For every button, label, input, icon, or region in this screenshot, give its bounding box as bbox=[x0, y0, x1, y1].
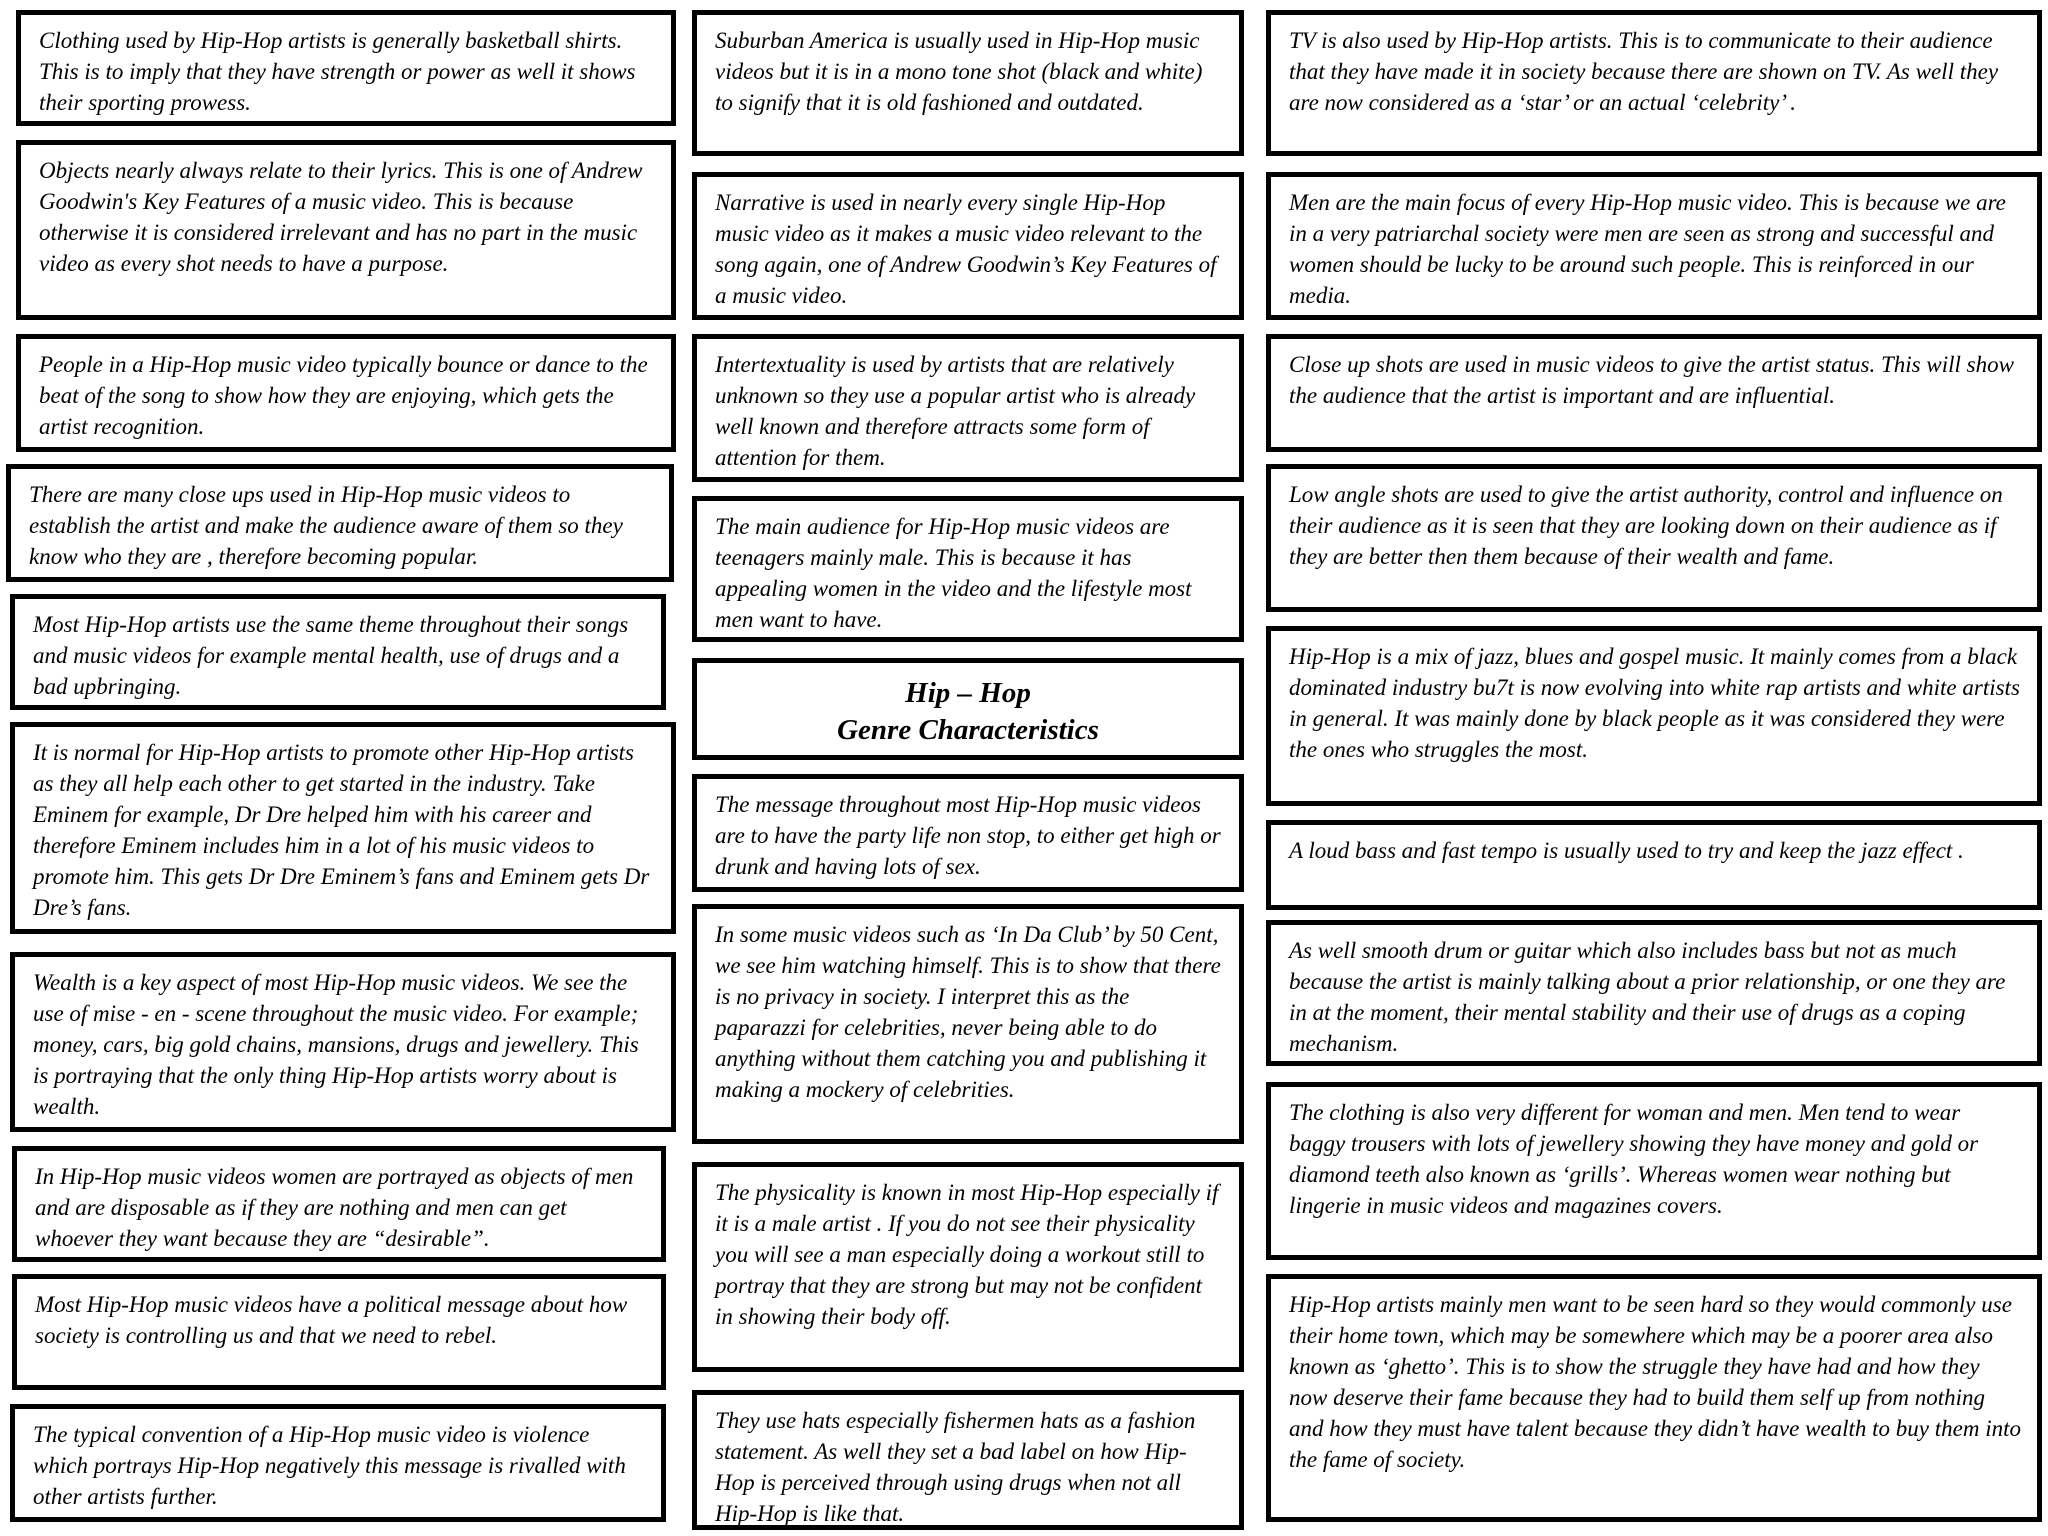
title-line-1: Hip – Hop bbox=[905, 677, 1031, 709]
card-middle-8: They use hats especially fishermen hats as a fashion statement. As well they set a bad label on how Hip-Hop is perceived through using drugs when not all Hip-Hop is like that. bbox=[692, 1390, 1244, 1530]
card-right-9: Hip-Hop artists mainly men want to be seen hard so they would commonly use their home town, which may be somewhere which may be a poorer area also known as ‘ghetto’. This is to show the struggle they have had and how they now deserve their fame because they had to build them self up from nothing and how they must have talent because they didn’t have wealth to buy them into the fame of society. bbox=[1266, 1274, 2042, 1522]
card-left-2: Objects nearly always relate to their lyrics. This is one of Andrew Goodwin's Key Features of a music video. This is because otherwise it is considered irrelevant and has no part in the music video as every shot needs to have a purpose. bbox=[16, 140, 676, 320]
card-left-10: The typical convention of a Hip-Hop music video is violence which portrays Hip-Hop negatively this message is rivalled with other artists further. bbox=[10, 1404, 666, 1522]
card-left-1: Clothing used by Hip-Hop artists is generally basketball shirts. This is to imply that they have strength or power as well it shows their sporting prowess. bbox=[16, 10, 676, 126]
page-title bbox=[692, 658, 1244, 760]
card-left-6: It is normal for Hip-Hop artists to promote other Hip-Hop artists as they all help each other to get started in the industry. Take Eminem for example, Dr Dre helped him with his career and therefore Eminem includes him in a lot of his music videos to promote him. This gets Dr Dre Eminem’s fans and Eminem gets Dr Dre’s fans. bbox=[10, 722, 676, 934]
card-right-4: Low angle shots are used to give the artist authority, control and influence on their audience as it is seen that they are looking down on their audience as if they are better then them because of their wealth and fame. bbox=[1266, 464, 2042, 612]
card-right-3: Close up shots are used in music videos to give the artist status. This will show the audience that the artist is important and are influential. bbox=[1266, 334, 2042, 452]
card-right-2: Men are the main focus of every Hip-Hop music video. This is because we are in a very patriarchal society were men are seen as strong and successful and women should be lucky to be around such people. This is reinforced in our media. bbox=[1266, 172, 2042, 320]
card-left-3: People in a Hip-Hop music video typically bounce or dance to the beat of the song to show how they are enjoying, which gets the artist recognition. bbox=[16, 334, 676, 452]
card-left-9: Most Hip-Hop music videos have a political message about how society is controlling us and that we need to rebel. bbox=[12, 1274, 666, 1390]
card-middle-4: The main audience for Hip-Hop music videos are teenagers mainly male. This is because it has appealing women in the video and the lifestyle most men want to have. bbox=[692, 496, 1244, 642]
card-right-7: As well smooth drum or guitar which also includes bass but not as much because the artist is mainly talking about a prior relationship, or one they are in at the moment, their mental stability and their use of drugs as a coping mechanism. bbox=[1266, 920, 2042, 1066]
card-middle-3: Intertextuality is used by artists that are relatively unknown so they use a popular artist who is already well known and therefore attracts some form of attention for them. bbox=[692, 334, 1244, 482]
card-right-8: The clothing is also very different for woman and men. Men tend to wear baggy trousers with lots of jewellery showing they have money and gold or diamond teeth also known as ‘grills’. Whereas women wear nothing but lingerie in music videos and magazines covers. bbox=[1266, 1082, 2042, 1260]
card-right-6: A loud bass and fast tempo is usually used to try and keep the jazz effect . bbox=[1266, 820, 2042, 910]
card-left-4: There are many close ups used in Hip-Hop music videos to establish the artist and make the audience aware of them so they know who they are , therefore becoming popular. bbox=[6, 464, 674, 582]
card-left-5: Most Hip-Hop artists use the same theme throughout their songs and music videos for example mental health, use of drugs and a bad upbringing. bbox=[10, 594, 666, 710]
card-middle-6: In some music videos such as ‘In Da Club’ by 50 Cent, we see him watching himself. This is to show that there is no privacy in society. I interpret this as the paparazzi for celebrities, never being able to do anything without them catching you and publishing it making a mockery of celebrities. bbox=[692, 904, 1244, 1144]
card-middle-2: Narrative is used in nearly every single Hip-Hop music video as it makes a music video relevant to the song again, one of Andrew Goodwin’s Key Features of a music video. bbox=[692, 172, 1244, 320]
title-line-2: Genre Characteristics bbox=[837, 714, 1099, 746]
card-middle-5: The message throughout most Hip-Hop music videos are to have the party life non stop, to either get high or drunk and having lots of sex. bbox=[692, 774, 1244, 892]
card-right-1: TV is also used by Hip-Hop artists. This is to communicate to their audience that they have made it in society because there are shown on TV. As well they are now considered as a ‘star’ or an actual ‘celebrity’ . bbox=[1266, 10, 2042, 156]
card-middle-7: The physicality is known in most Hip-Hop especially if it is a male artist . If you do not see their physicality you will see a man especially doing a workout still to portray that they are strong but may not be confident in showing their body off. bbox=[692, 1162, 1244, 1372]
card-left-7: Wealth is a key aspect of most Hip-Hop music videos. We see the use of mise - en - scene throughout the music video. For example; money, cars, big gold chains, mansions, drugs and jewellery. This is portraying that the only thing Hip-Hop artists worry about is wealth. bbox=[10, 952, 676, 1132]
card-right-5: Hip-Hop is a mix of jazz, blues and gospel music. It mainly comes from a black dominated industry bu7t is now evolving into white rap artists and white artists in general. It was mainly done by black people as it was considered they were the ones who struggles the most. bbox=[1266, 626, 2042, 806]
card-middle-1: Suburban America is usually used in Hip-Hop music videos but it is in a mono tone shot (black and white) to signify that it is old fashioned and outdated. bbox=[692, 10, 1244, 156]
card-left-8: In Hip-Hop music videos women are portrayed as objects of men and are disposable as if they are nothing and men can get whoever they want because they are “desirable”. bbox=[12, 1146, 666, 1262]
